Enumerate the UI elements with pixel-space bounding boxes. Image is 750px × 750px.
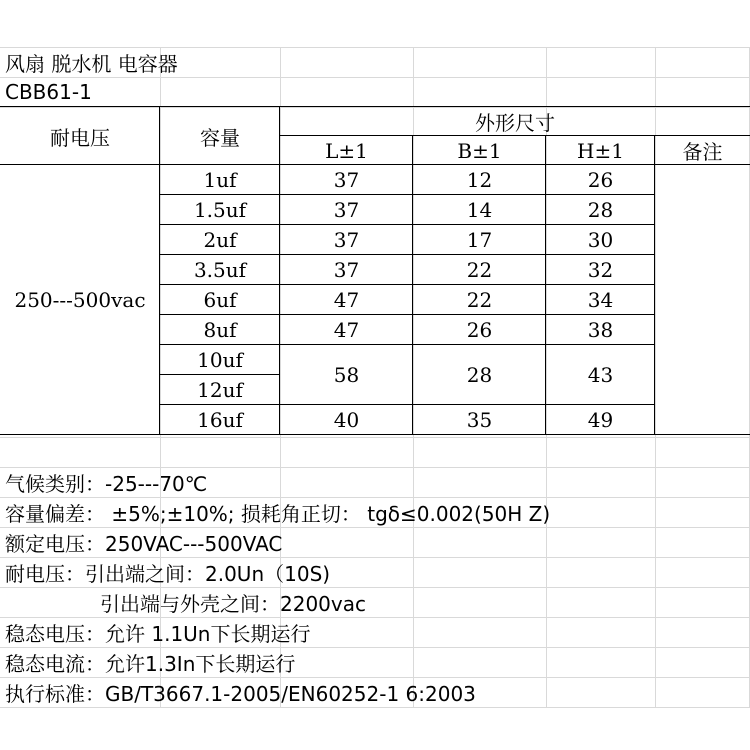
- table-cell-h: 28: [587, 198, 614, 222]
- table-cell-b: 22: [466, 288, 493, 312]
- header-voltage: 耐电压: [50, 125, 110, 150]
- table-row-cap: 6uf: [203, 288, 237, 312]
- sheet-title: 风扇 脱水机 电容器: [5, 51, 178, 76]
- model-number: CBB61-1: [5, 80, 92, 104]
- table-cell-b: 17: [466, 228, 493, 252]
- table-cell-h: 38: [587, 318, 614, 342]
- table-cell-l: 37: [333, 258, 360, 282]
- header-l: L±1: [325, 138, 368, 163]
- table-cell-l: 58: [333, 363, 360, 387]
- table-cell-l: 37: [333, 168, 360, 192]
- table-row-cap: 1.5uf: [193, 198, 247, 222]
- table-cell-l: 37: [333, 198, 360, 222]
- gridline-horizontal: [0, 437, 750, 438]
- table-cell-l: 47: [333, 318, 360, 342]
- spec-standard: 执行标准：GB/T3667.1-2005/EN60252-1 6:2003: [5, 681, 476, 706]
- table-cell-h: 43: [587, 363, 614, 387]
- spec-steady-voltage: 稳态电压：允许 1.1Un下长期运行: [5, 621, 311, 646]
- table-cell-h: 26: [587, 168, 614, 192]
- table-cell-b: 14: [466, 198, 493, 222]
- table-cell-b: 12: [466, 168, 493, 192]
- spec-withstand-voltage: 耐电压：引出端之间：2.0Un（10S): [5, 561, 331, 586]
- gridline-horizontal: [0, 707, 750, 708]
- table-cell-h: 30: [587, 228, 614, 252]
- table-cell-b: 35: [466, 408, 493, 432]
- table-cell-b: 26: [466, 318, 493, 342]
- table-row-cap: 12uf: [197, 378, 243, 402]
- header-b: B±1: [457, 138, 502, 163]
- header-dimensions: 外形尺寸: [475, 111, 555, 135]
- table-row-cap: 10uf: [197, 348, 243, 372]
- table-row-cap: 3.5uf: [193, 258, 247, 282]
- table-cell-l: 37: [333, 228, 360, 252]
- header-capacity: 容量: [200, 125, 240, 150]
- table-cell-b: 28: [466, 363, 493, 387]
- table-row-cap: 2uf: [203, 228, 237, 252]
- table-cell-h: 34: [587, 288, 614, 312]
- table-row-cap: 8uf: [203, 318, 237, 342]
- spec-steady-current: 稳态电流：允许1.3In下长期运行: [5, 651, 296, 676]
- header-h: H±1: [577, 138, 624, 163]
- voltage-range-cell: 250---500vac: [14, 288, 146, 312]
- spec-terminal-case: 引出端与外壳之间：2200vac: [100, 591, 366, 616]
- table-row-cap: 16uf: [197, 408, 243, 432]
- table-cell-l: 40: [333, 408, 360, 432]
- table-cell-b: 22: [466, 258, 493, 282]
- table-cell-l: 47: [333, 288, 360, 312]
- header-remark: 备注: [682, 140, 723, 164]
- spec-rated-voltage: 额定电压：250VAC---500VAC: [5, 531, 283, 556]
- spec-climate: 气候类别：-25---70℃: [5, 471, 208, 496]
- table-cell-h: 49: [587, 408, 614, 432]
- spec-tolerance: 容量偏差： ±5%;±10%; 损耗角正切： tgδ≤0.002(50H Z): [5, 501, 551, 526]
- table-row-cap: 1uf: [203, 168, 237, 192]
- table-cell-h: 32: [587, 258, 614, 282]
